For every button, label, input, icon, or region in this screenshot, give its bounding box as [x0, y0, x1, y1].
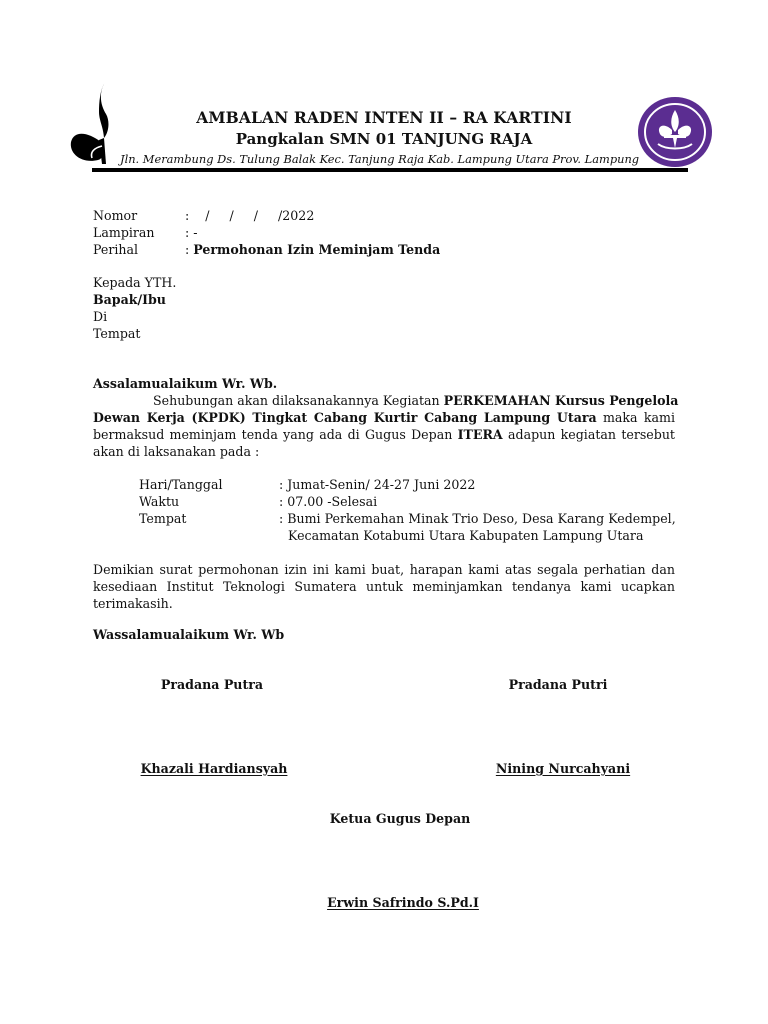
closing-salutation: Wassalamualaikum Wr. Wb [93, 627, 285, 642]
organization-title: AMBALAN RADEN INTEN II – RA KARTINI [196, 108, 572, 127]
signer-right-role: Pradana Putri [508, 677, 608, 692]
paragraph-line: terimakasih. [93, 596, 173, 611]
lampiran-value: : - [185, 225, 198, 240]
recipient-di: Di [93, 309, 108, 324]
opening-salutation: Assalamualaikum Wr. Wb. [93, 376, 278, 391]
signer-right-name: Nining Nurcahyani [495, 761, 631, 776]
nomor-value: : / / / /2022 [185, 208, 315, 223]
perihal-row [185, 241, 440, 258]
tunas-kelapa-icon [68, 80, 120, 170]
perihal-value: Permohonan Izin Meminjam Tenda [193, 242, 441, 257]
paragraph-line: bermaksud meminjam tenda yang ada di Gugus Depan ITERA adapun kegiatan tersebut [93, 427, 675, 442]
recipient-name: Bapak/Ibu [93, 292, 166, 307]
tempat-label: Tempat [139, 511, 187, 526]
signer-center-name: Erwin Safrindo S.Pd.I [327, 895, 479, 910]
lampiran-label: Lampiran [93, 225, 155, 240]
organization-address: Jln. Merambung Ds. Tulung Balak Kec. Tanjung Raja Kab. Lampung Utara Prov. Lampung [120, 152, 640, 166]
recipient-greeting: Kepada YTH. [93, 275, 177, 290]
paragraph-line: Dewan Kerja (KPDK) Tingkat Cabang Kurtir Cabang Lampung Utara maka kami [93, 410, 675, 425]
perihal-label: Perihal [93, 242, 139, 257]
signer-left-name: Khazali Hardiansyah [140, 761, 288, 776]
paragraph-line: akan di laksanakan pada : [93, 444, 260, 459]
paragraph-line: kesediaan Institut Teknologi Sumatera untuk meminjamkan tendanya kami ucapkan [93, 579, 675, 594]
waktu-value: : 07.00 -Selesai [279, 494, 378, 509]
signer-center-role: Ketua Gugus Depan [329, 811, 471, 826]
opening-paragraph [93, 392, 679, 460]
letterhead-divider [92, 168, 688, 172]
paragraph-line: Sehubungan akan dilaksanakannya Kegiatan PERKEMAHAN Kursus Pengelola [153, 393, 679, 408]
closing-paragraph [93, 561, 675, 612]
recipient-place: Tempat [93, 326, 141, 341]
organization-subtitle: Pangkalan SMN 01 TANJUNG RAJA [235, 130, 533, 148]
hari-value: : Jumat-Senin/ 24-27 Juni 2022 [279, 477, 476, 492]
nomor-label: Nomor [93, 208, 138, 223]
paragraph-line: Demikian surat permohonan izin ini kami buat, harapan kami atas segala perhatian dan [93, 562, 675, 577]
waktu-label: Waktu [139, 494, 180, 509]
tempat-value-line1: : Bumi Perkemahan Minak Trio Deso, Desa Karang Kedempel, [279, 511, 676, 526]
signer-left-role: Pradana Putra [160, 677, 264, 692]
perihal-colon: : [185, 242, 194, 257]
tempat-value-line2: Kecamatan Kotabumi Utara Kabupaten Lampung Utara [288, 528, 644, 543]
hari-label: Hari/Tanggal [139, 477, 223, 492]
